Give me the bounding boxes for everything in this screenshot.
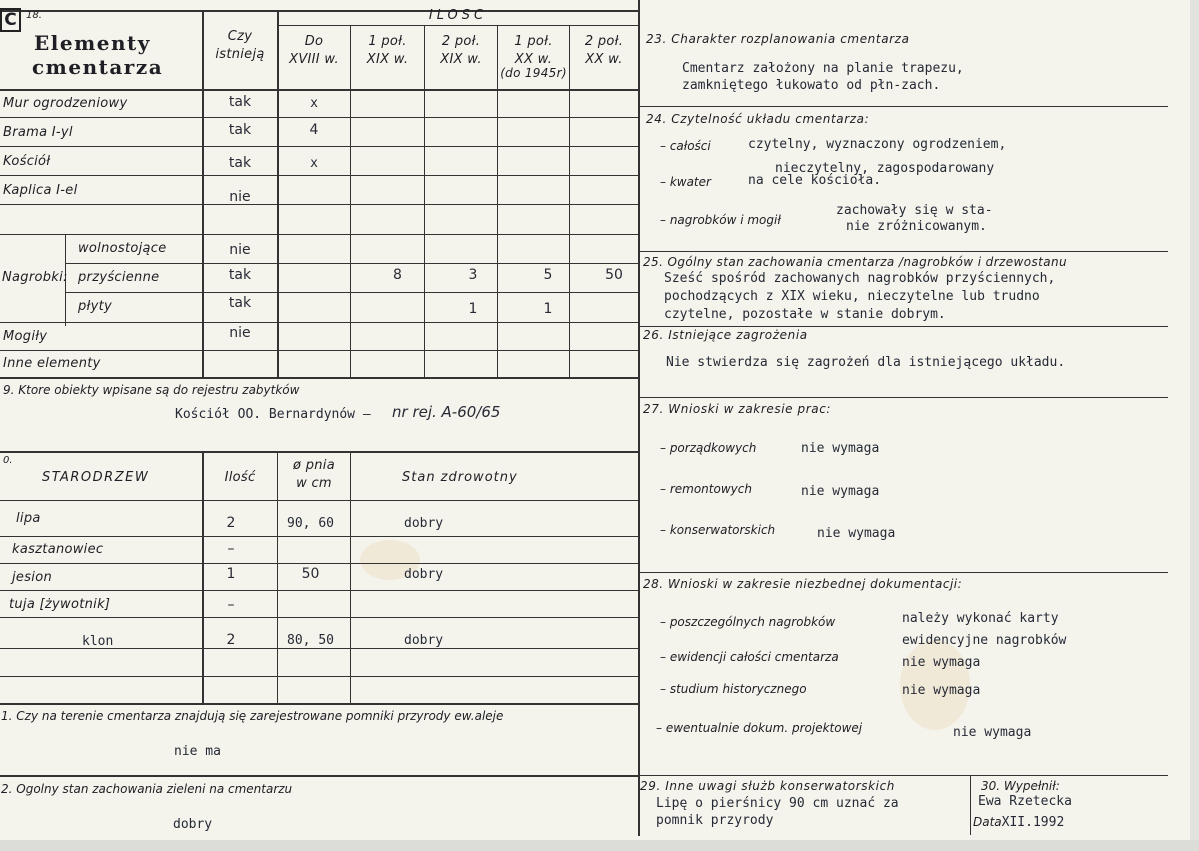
- section-27-value: nie wymaga: [801, 484, 880, 499]
- rule: [640, 326, 1168, 327]
- paper-edge-right: [1190, 0, 1199, 851]
- section-28-sublabel: – ewentualnie dokum. projektowej: [656, 721, 863, 735]
- section-24-value: nie zróżnicowanym.: [846, 219, 987, 234]
- nagrobki-group-label: Nagrobki:: [2, 270, 68, 285]
- tree-count: 2: [226, 515, 236, 531]
- tree-name: kasztanowiec: [12, 542, 104, 557]
- period-line: XX w.: [514, 51, 553, 67]
- col-header-exists-line2: istnieją: [215, 46, 265, 62]
- rule: [424, 25, 425, 378]
- section-28-value: ewidencyjne nagrobków: [902, 633, 1067, 648]
- tree-state: dobry: [404, 633, 444, 648]
- exists-value: nie: [229, 325, 251, 341]
- rule: [0, 234, 638, 235]
- section-c-box: C: [0, 8, 21, 32]
- period-line: Do: [304, 34, 324, 49]
- section-19-handwritten: nr rej. A-60/65: [392, 403, 501, 421]
- section-30-date-value: XII.1992: [1001, 815, 1065, 830]
- row-label: Kaplica I-el: [3, 183, 78, 198]
- period-line: XIX w.: [440, 51, 482, 67]
- row-label: Brama I-yl: [3, 125, 73, 140]
- col-header-exists-line1: Czy: [227, 29, 253, 44]
- rule: [640, 251, 1168, 252]
- period-line: 1 poł.: [368, 34, 407, 49]
- tree-name: jesion: [12, 570, 52, 585]
- row-label: płyty: [78, 299, 112, 314]
- section-20-title: STARODRZEW: [42, 470, 150, 485]
- col-header-period: [425, 35, 497, 68]
- section-24-label: 24. Czytelność układu cmentarza:: [646, 112, 870, 126]
- count-cell: 3: [468, 267, 478, 283]
- tree-name: lipa: [16, 511, 41, 526]
- section-24-value: czytelny, wyznaczony ogrodzeniem,: [748, 137, 1007, 152]
- paper-edge-bottom: [0, 840, 1199, 851]
- rule: [0, 617, 638, 618]
- center-divider: [638, 0, 640, 836]
- section-27-value: nie wymaga: [817, 526, 896, 541]
- period-line: XX w.: [585, 51, 623, 67]
- row-label: wolnostojące: [78, 241, 167, 256]
- period-line: 1 poł.: [514, 34, 553, 49]
- rule: [65, 292, 638, 293]
- period-line: 2 poł.: [584, 34, 624, 49]
- rule: [640, 397, 1168, 398]
- section-19-label: 9. Ktore obiekty wpisane są do rejestru zabytków: [3, 383, 300, 397]
- section-24-sublabel: – nagrobków i mogił: [660, 213, 781, 227]
- tree-state: dobry: [404, 516, 444, 531]
- col-header-period: [278, 35, 350, 68]
- rule: [640, 775, 1168, 776]
- col-header-period: [498, 35, 569, 81]
- count-cell: 50: [605, 267, 623, 283]
- rule: [0, 146, 638, 147]
- row-label: Inne elementy: [3, 356, 101, 371]
- rule: [0, 89, 640, 91]
- count-cell: x: [310, 96, 318, 111]
- rule: [0, 775, 640, 777]
- rule: [350, 451, 351, 704]
- period-line: (do 1945r): [500, 65, 567, 80]
- col-header-period: [351, 35, 424, 68]
- rule: [65, 263, 638, 264]
- section-21-label: 1. Czy na terenie cmentarza znajdują się zarejestrowane pomniki przyrody ew.aleje: [1, 709, 504, 723]
- tree-diameter: 80, 50: [287, 633, 334, 648]
- rule: [0, 350, 638, 351]
- section-27-sublabel: – remontowych: [660, 482, 752, 496]
- section-23-text: zamkniętego łukowato od płn-zach.: [682, 78, 941, 93]
- section-19-typed: Kościół OO. Bernardynów –: [175, 407, 371, 422]
- rule: [970, 775, 971, 835]
- tree-name: klon: [82, 634, 114, 649]
- rule: [0, 117, 638, 118]
- rule: [0, 536, 638, 537]
- section-21-value: nie ma: [174, 744, 221, 759]
- section-24-value: nieczytelny, zagospodarowany: [775, 161, 995, 176]
- row-label: Mogiły: [3, 329, 48, 344]
- rule: [0, 590, 638, 591]
- col-header-diam: [278, 459, 350, 492]
- section-25-text: pochodzących z XIX wieku, nieczytelne lub trudno: [664, 289, 1040, 304]
- rule: [0, 377, 640, 379]
- section-27-sublabel: – konserwatorskich: [660, 523, 776, 537]
- section-23-text: Cmentarz założony na planie trapezu,: [682, 61, 964, 76]
- exists-value: tak: [228, 295, 252, 311]
- row-label: Kościół: [3, 154, 51, 169]
- section-28-sublabel: – studium historycznego: [660, 682, 807, 696]
- section-28-value: nie wymaga: [902, 683, 981, 698]
- section-28-value: nie wymaga: [902, 655, 981, 670]
- section-30-date: [973, 812, 1064, 831]
- section-28-sublabel: – ewidencji całości cmentarza: [660, 650, 839, 664]
- section-25-label: 25. Ogólny stan zachowania cmentarza /nagrobków i drzewostanu: [643, 255, 1067, 269]
- table-title-line2: cmentarza: [32, 55, 164, 79]
- count-cell: 1: [468, 301, 478, 317]
- count-cell: 5: [543, 267, 553, 283]
- tree-name: tuja [żywotnik]: [9, 597, 111, 612]
- period-line: XIX w.: [366, 51, 409, 67]
- tree-count: 2: [226, 632, 236, 648]
- section-24-sublabel: – kwater: [660, 175, 711, 189]
- exists-value: tak: [228, 122, 252, 138]
- section-29-text: Lipę o pierśnicy 90 cm uznać za: [656, 796, 899, 811]
- section-23-label: 23. Charakter rozplanowania cmentarza: [646, 32, 910, 46]
- exists-value: nie: [229, 189, 251, 205]
- count-cell: 1: [543, 301, 553, 317]
- rule: [0, 175, 638, 176]
- rule: [350, 25, 351, 378]
- row-label: przyścienne: [78, 270, 160, 285]
- col-header-ilosc: ILOSC: [428, 8, 488, 23]
- section-number: 18.: [26, 10, 42, 21]
- rule: [0, 500, 638, 501]
- col-header-period: [570, 35, 638, 68]
- section-30-date-label: Data: [973, 815, 1002, 829]
- rule: [0, 703, 640, 705]
- section-25-text: czytelne, pozostałe w stanie dobrym.: [664, 307, 946, 322]
- section-29-label: 29. Inne uwagi służb konserwatorskich: [640, 779, 895, 793]
- col-header-diam-line: ø pnia: [293, 458, 335, 473]
- rule: [0, 451, 640, 453]
- row-label: Mur ogrodzeniowy: [3, 96, 128, 111]
- section-22-label: 2. Ogolny stan zachowania zieleni na cmentarzu: [1, 782, 293, 796]
- col-header-diam-line: w cm: [296, 475, 332, 491]
- exists-value: tak: [228, 267, 252, 283]
- tree-count: –: [227, 541, 235, 557]
- section-28-sublabel: – poszczególnych nagrobków: [660, 615, 836, 629]
- section-30-label: 30. Wypełnił:: [981, 779, 1060, 793]
- section-26-text: Nie stwierdza się zagrożeń dla istniejącego układu.: [666, 355, 1066, 370]
- section-22-value: dobry: [173, 817, 213, 832]
- rule: [640, 106, 1168, 107]
- section-24-sublabel: – całości: [660, 139, 711, 153]
- count-cell: x: [310, 156, 318, 171]
- section-27-label: 27. Wnioski w zakresie prac:: [643, 402, 832, 416]
- col-header-count: Ilość: [224, 470, 256, 485]
- rule: [0, 676, 638, 677]
- rule: [640, 572, 1168, 573]
- period-line: XVIII w.: [289, 51, 339, 67]
- section-24-value: na cele kościoła.: [748, 173, 882, 188]
- exists-value: tak: [228, 155, 252, 171]
- section-28-value: należy wykonać karty: [902, 611, 1059, 626]
- section-28-value: nie wymaga: [953, 725, 1032, 740]
- table-title-line1: Elementy: [34, 31, 151, 55]
- rule: [569, 25, 570, 378]
- section-26-label: 26. Istniejące zagrożenia: [643, 328, 808, 342]
- section-29-text: pomnik przyrody: [656, 813, 774, 828]
- section-25-text: Sześć spośród zachowanych nagrobków przyściennych,: [664, 271, 1056, 286]
- rule: [0, 204, 638, 205]
- count-cell: 8: [393, 267, 402, 283]
- exists-value: nie: [229, 242, 251, 258]
- tree-diameter: 50: [301, 566, 320, 582]
- col-header-state: Stan zdrowotny: [402, 470, 518, 485]
- section-28-label: 28. Wnioski w zakresie niezbednej dokumentacji:: [643, 577, 963, 591]
- count-cell: 4: [309, 122, 319, 138]
- section-27-value: nie wymaga: [801, 441, 880, 456]
- rule: [0, 322, 638, 323]
- exists-value: tak: [228, 94, 252, 110]
- section-20-number: 0.: [3, 455, 13, 466]
- section-24-value: zachowały się w sta-: [836, 203, 993, 218]
- tree-count: –: [227, 597, 235, 613]
- rule: [0, 563, 638, 564]
- tree-diameter: 90, 60: [287, 516, 334, 531]
- period-line: 2 poł.: [441, 34, 481, 49]
- tree-count: 1: [226, 566, 236, 582]
- section-27-sublabel: – porządkowych: [660, 441, 757, 455]
- rule: [277, 25, 638, 26]
- col-header-exists: [203, 30, 277, 63]
- tree-state: dobry: [404, 567, 444, 582]
- section-30-name: Ewa Rzetecka: [978, 794, 1072, 809]
